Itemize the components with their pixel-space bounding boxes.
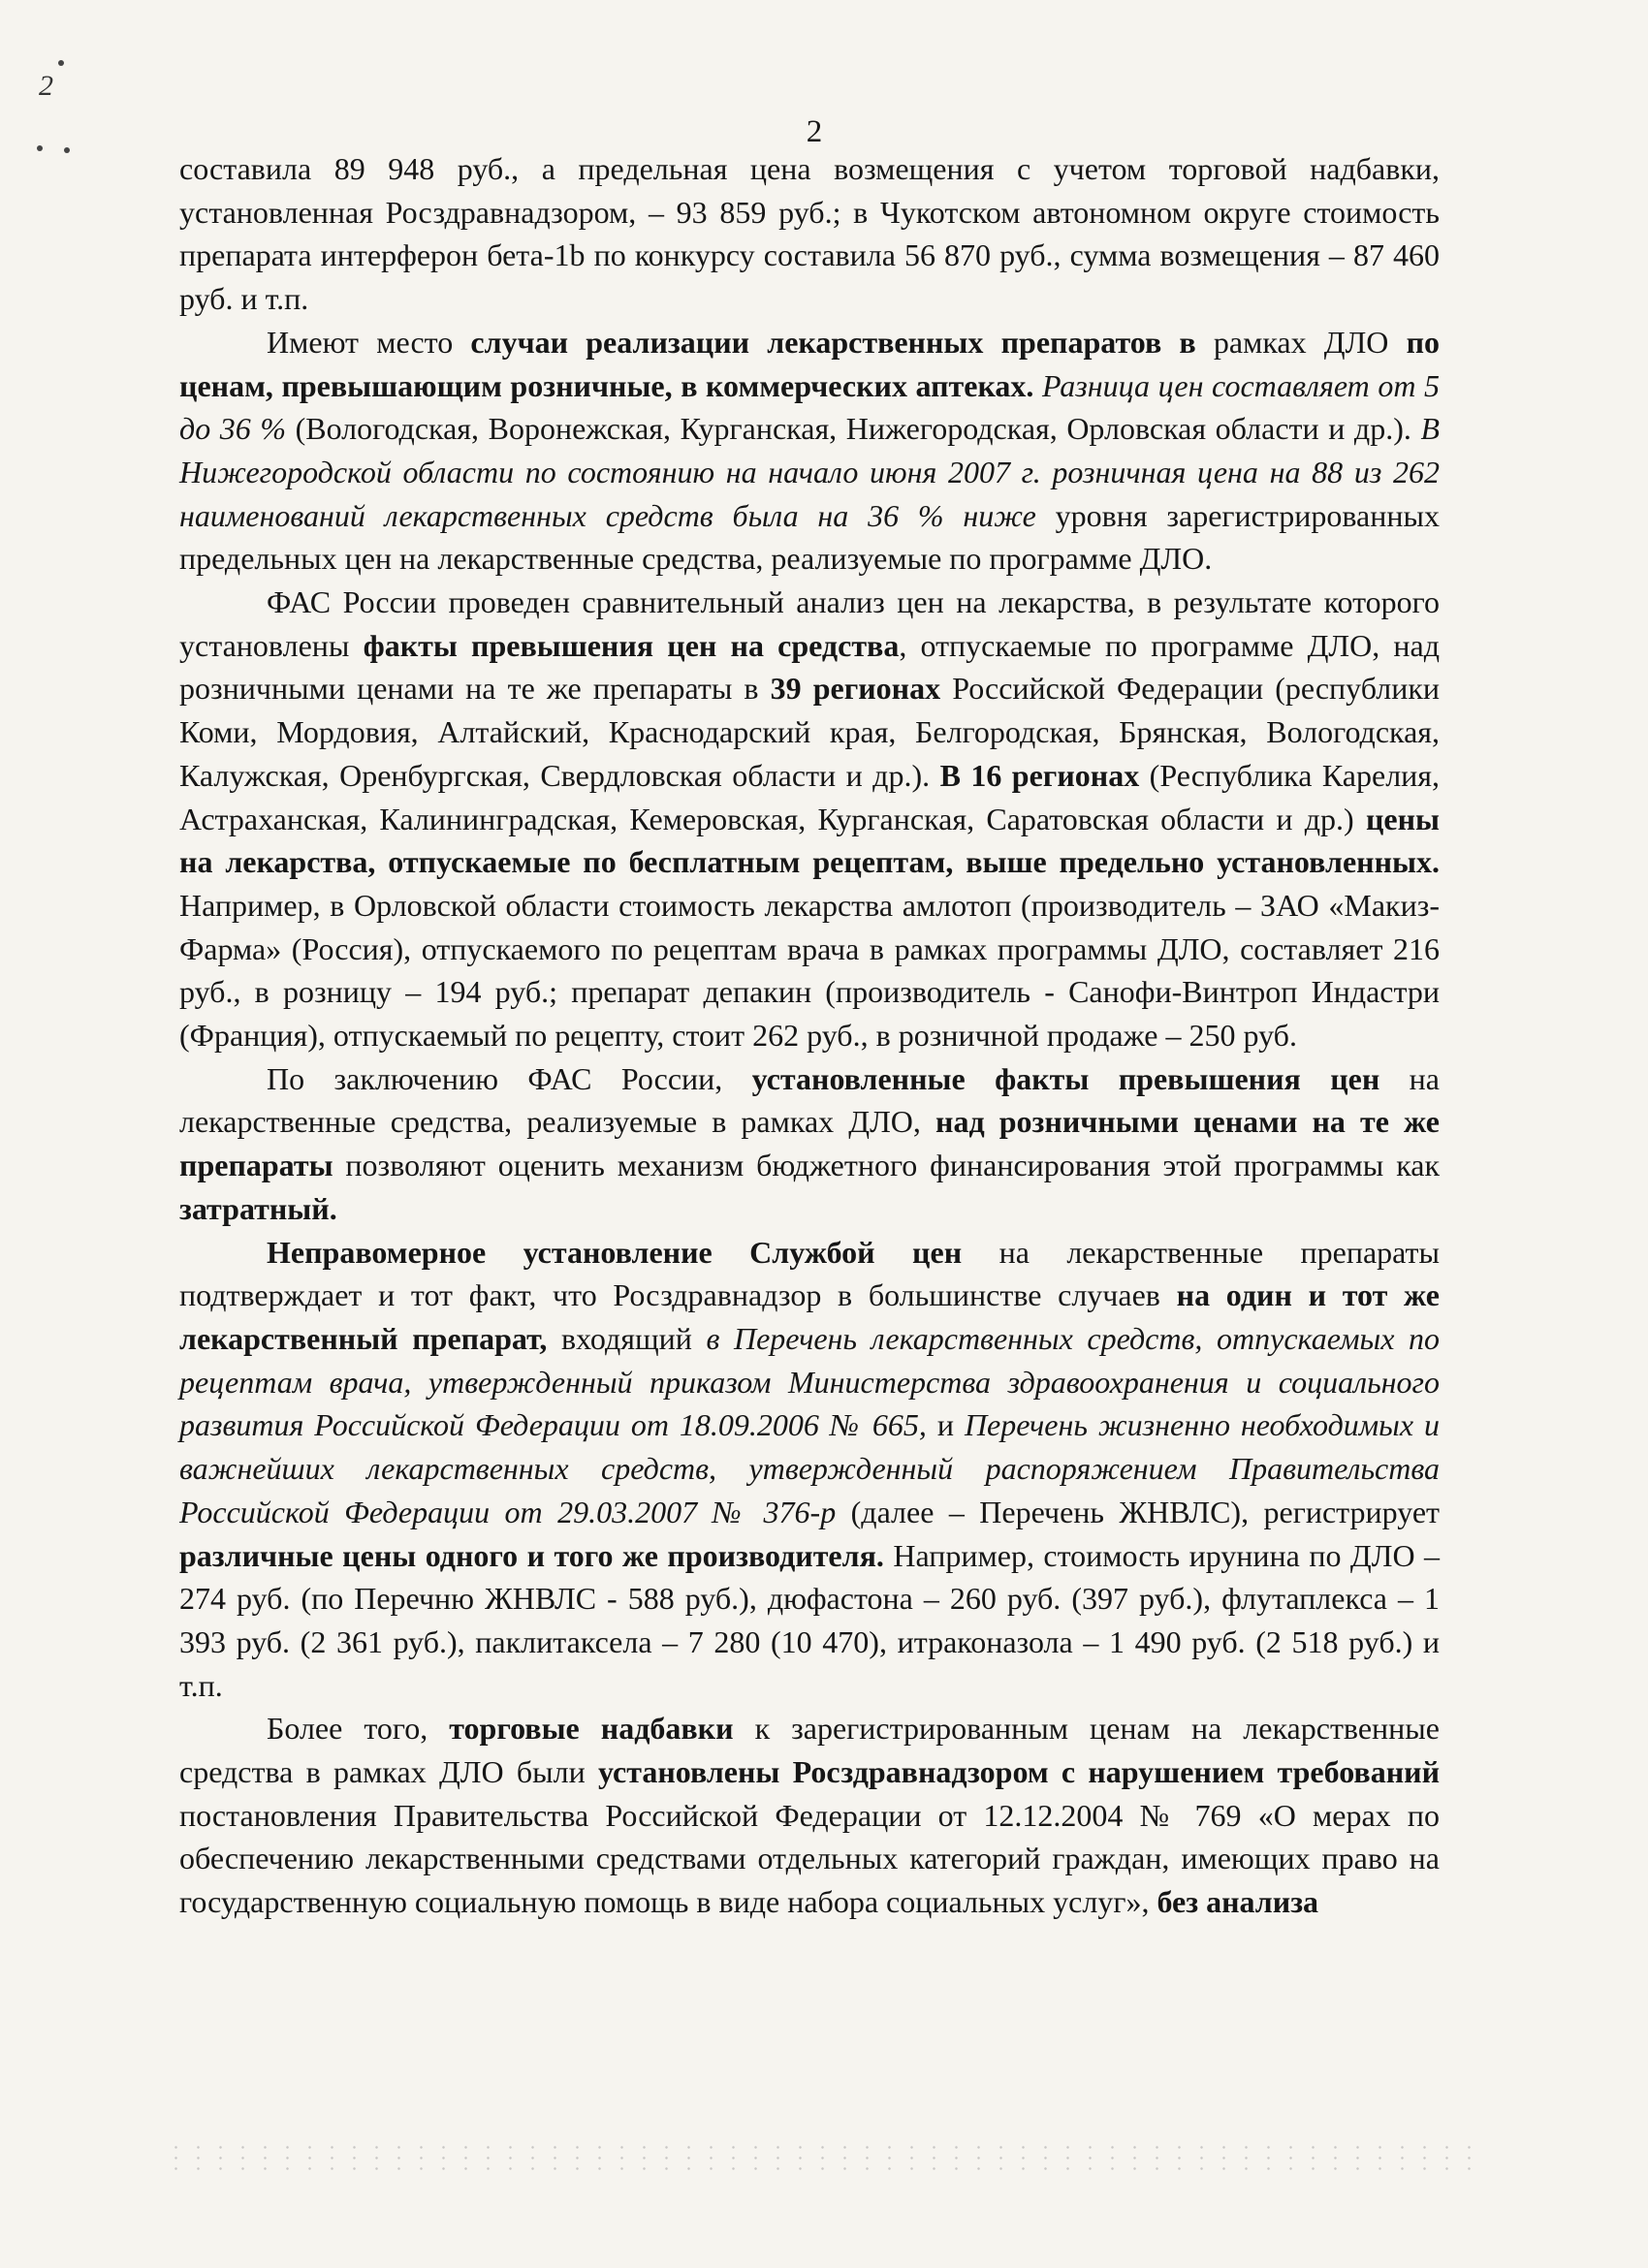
italic-text-run: в Перечень лекарственных средств, отпускаемых по рецептам врача, утвержденный приказом Министерства здравоохранения и социального развития Российской Федерации от 18.09.2006 № 665, — [179, 1320, 1441, 1443]
bold-text-run: установленные факты превышения цен — [751, 1060, 1380, 1096]
text-run: (Вологодская, Воронежская, Курганская, Нижегородская, Орловская области и др.). — [286, 411, 1421, 447]
paragraph — [179, 1707, 1440, 1924]
text-run: уровня зарегистрированных предельных цен на лекарственные средства, реализуемые по программе ДЛО. — [179, 497, 1441, 577]
scan-speck — [64, 147, 70, 153]
text-run: входящий — [547, 1320, 707, 1356]
bold-text-run: цены на лекарства, отпускаемые по бесплатным рецептам, выше предельно установленных. — [179, 801, 1440, 880]
text-run: позволяют оценить механизм бюджетного финансирования этой программы как — [333, 1148, 1440, 1183]
bold-text-run: Неправомерное установление Службой цен — [267, 1234, 963, 1270]
bold-text-run: торговые надбавки — [449, 1711, 734, 1747]
text-run: ФАС России проведен сравнительный анализ цен на лекарства, в результате которого установлены — [179, 584, 1440, 663]
scan-speck — [58, 60, 64, 66]
text-run — [1033, 368, 1042, 403]
bold-text-run: затратный. — [179, 1190, 337, 1226]
italic-text-run: В Нижегородской области по состоянию на начало июня 2007 г. розничная цена на 88 из 262 наименований лекарственных средств была на 36 % ниже — [179, 411, 1441, 533]
bold-text-run: по ценам, превышающим розничные, в коммерческих аптеках. — [179, 324, 1441, 403]
text-run: на лекарственные препараты подтверждает и тот факт, что Росздравнадзор в большинстве случаев — [179, 1234, 1440, 1313]
corner-page-mark: 2 — [39, 70, 53, 102]
italic-text-run: Разница цен составляет от 5 до 36 % — [179, 367, 1440, 447]
page-number: 2 — [806, 114, 823, 149]
paragraph — [179, 147, 1440, 321]
bold-text-run: различные цены одного и того же производителя. — [179, 1537, 884, 1573]
bold-text-run: В 16 регионах — [939, 757, 1140, 793]
text-run: (Республика Карелия, Астраханская, Калининградская, Кемеровская, Курганская, Саратовская области и др.) — [179, 757, 1441, 836]
text-run: Российской Федерации (республики Коми, Мордовия, Алтайский, Краснодарский края, Белгородская, Брянская, Вологодская, Калужская, Оренбургская, Свердловская области и др.). — [179, 671, 1441, 793]
paragraph — [179, 1231, 1440, 1708]
bold-text-run: без анализа — [1157, 1884, 1319, 1920]
text-run: Более того, — [267, 1711, 450, 1747]
text-run: составила 89 948 руб., а предельная цена возмещения с учетом торговой надбавки, установленная Росздравнадзором, – 93 859 руб.; в Чукотском автономном округе стоимость препарата интерферон бета-1b по конкурсу составила 56 870 руб., сумма возмещения – 87 460 руб. и т.п. — [179, 151, 1440, 317]
italic-text-run: Перечень жизненно необходимых и важнейших лекарственных средств, утвержденный распоряжением Правительства Российской Федерации от 29.03.2007 № 376-р — [179, 1407, 1441, 1529]
scan-speck — [37, 145, 43, 151]
text-run: на лекарственные средства, реализуемые в рамках ДЛО, — [179, 1060, 1441, 1140]
paragraph — [179, 581, 1440, 1057]
text-run: рамках ДЛО — [1195, 324, 1407, 360]
text-run: Например, в Орловской области стоимость лекарства амлотоп (производитель – ЗАО «Макиз-Фарма» (Россия), отпускаемого по рецептам врача в рамках программы ДЛО, составляет 216 руб., в розницу – 194 руб.; препарат депакин (производитель - Санофи-Винтроп Индастри (Франция), отпускаемый по рецепту, стоит 262 руб., в розничной продаже – 250 руб. — [179, 887, 1440, 1054]
bold-text-run: над розничными ценами на те же препараты — [179, 1104, 1441, 1183]
paragraph — [179, 321, 1440, 581]
text-run: (далее – Перечень ЖНВЛС), регистрирует — [836, 1494, 1441, 1529]
paragraph — [179, 1057, 1440, 1231]
text-run: к зарегистрированным ценам на лекарственные средства в рамках ДЛО были — [179, 1711, 1440, 1790]
text-run: Имеют место — [267, 324, 471, 360]
bold-text-run: факты превышения цен на средства — [363, 627, 900, 663]
bold-text-run: на один и тот же лекарственный препарат, — [179, 1277, 1441, 1356]
bold-text-run: установлены Росздравнадзором с нарушением требований — [598, 1754, 1441, 1790]
text-run: , отпускаемые по программе ДЛО, над розничными ценами на те же препараты в — [179, 627, 1441, 707]
scan-noise — [165, 2142, 1474, 2171]
text-run: Например, стоимость ирунина по ДЛО – 274 руб. (по Перечню ЖНВЛС - 588 руб.), дюфастона – 260 руб. (397 руб.), флутаплекса – 1 393 руб. (2 361 руб.), паклитаксела – 7 280 (10 470), итраконазола – 1 490 руб. (2 518 руб.) и т.п. — [179, 1537, 1441, 1703]
text-run: и — [926, 1407, 965, 1443]
text-run: По заключению ФАС России, — [267, 1060, 752, 1096]
text-run: постановления Правительства Российской Федерации от 12.12.2004 № 769 «О мерах по обеспечению лекарственными средствами отдельных категорий граждан, имеющих право на государственную социальную помощь в виде набора социальных услуг», — [179, 1797, 1440, 1920]
bold-text-run: случаи реализации лекарственных препаратов в — [470, 324, 1196, 360]
bold-text-run: 39 регионах — [770, 671, 941, 707]
document-body — [179, 147, 1440, 1924]
